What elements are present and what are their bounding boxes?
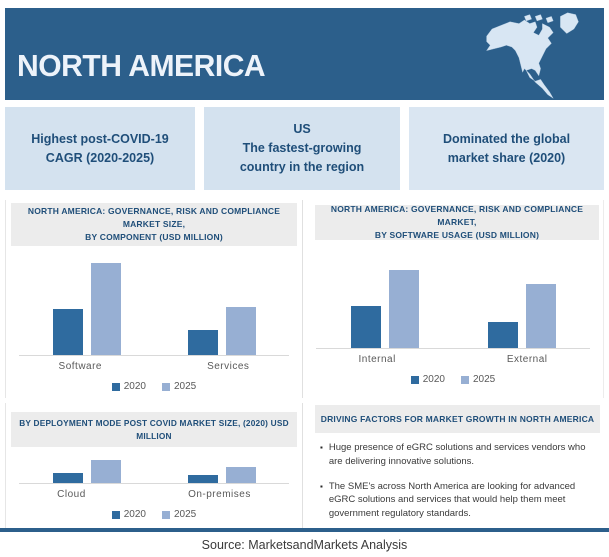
highlight-text: Highest post-COVID-19 CAGR (2020-2025) [31, 131, 169, 165]
legend-swatch-2020 [411, 376, 419, 384]
legend-swatch-2020 [112, 383, 120, 391]
bar-plot-area [19, 456, 289, 484]
bar-group-services [188, 307, 256, 355]
region-header [5, 8, 604, 100]
legend-label: 2025 [473, 374, 496, 385]
north-america-map-icon [478, 11, 596, 101]
bar-group-on-premises [188, 467, 256, 483]
bar-2020-external [488, 322, 518, 348]
highlight-box-cagr [5, 107, 195, 190]
highlight-text: Dominated the global market share (2020) [442, 131, 571, 165]
category-label: On-premises [188, 489, 251, 500]
legend-label: 2020 [123, 381, 146, 392]
highlight-box-us [204, 107, 400, 190]
legend-label: 2020 [123, 509, 146, 520]
bar-plot-area [316, 251, 590, 349]
highlight-box-market-share [409, 107, 604, 190]
source-note: Source: MarketsandMarkets Analysis [201, 538, 408, 552]
bar-2025-internal [389, 270, 419, 348]
driving-factors-list [320, 441, 596, 521]
chart-panel-by-deployment-mode [5, 403, 303, 528]
bar-2025-services [226, 307, 256, 355]
category-label: Internal [358, 354, 396, 365]
bar-group-external [488, 284, 556, 348]
bullet-icon: ▪ [320, 481, 323, 491]
list-item [320, 480, 596, 521]
category-labels [6, 361, 302, 372]
bar-2020-software [53, 309, 83, 355]
legend-swatch-2020 [112, 511, 120, 519]
legend-swatch-2025 [162, 511, 170, 519]
bar-group-software [53, 263, 121, 355]
category-label: External [506, 354, 548, 365]
category-label: Cloud [57, 489, 86, 500]
legend-label: 2020 [422, 374, 445, 385]
bar-2025-cloud [91, 460, 121, 483]
chart-legend [303, 374, 603, 385]
bar-2020-services [188, 330, 218, 355]
chart-panel-by-component [5, 200, 303, 398]
chart-title: NORTH AMERICA: GOVERNANCE, RISK AND COMPLIANCE MARKET SIZE, BY COMPONENT (USD MILLION) [11, 203, 297, 246]
bar-group-internal [351, 270, 419, 348]
bar-2020-on-premises [188, 475, 218, 483]
bar-plot-area [19, 250, 289, 356]
legend-label: 2025 [174, 509, 197, 520]
bullet-text: The SME's across North America are looking for advanced eGRC solutions and services that would help them meet government regulatory standards. [328, 480, 576, 520]
legend-swatch-2025 [162, 383, 170, 391]
bar-2025-on-premises [226, 467, 256, 483]
footer-divider [0, 528, 609, 532]
chart-panel-by-software-usage [303, 200, 604, 398]
legend-swatch-2025 [461, 376, 469, 384]
legend-label: 2025 [174, 381, 197, 392]
category-labels [303, 354, 603, 365]
chart-legend [6, 509, 302, 520]
bar-2020-internal [351, 306, 381, 348]
category-label: Software [58, 361, 102, 372]
bar-2025-software [91, 263, 121, 355]
bar-group-cloud [53, 460, 121, 483]
chart-title: NORTH AMERICA: GOVERNANCE, RISK AND COMPLIANCE MARKET, BY SOFTWARE USAGE (USD MILLION) [315, 205, 599, 240]
category-labels [6, 489, 302, 500]
bullet-icon: ▪ [320, 443, 323, 452]
highlight-text: The fastest-growing country in the region [239, 141, 365, 174]
page-title: NORTH AMERICA [17, 48, 266, 83]
driving-factors-panel [310, 403, 604, 525]
driving-factors-title: DRIVING FACTORS FOR MARKET GROWTH IN NORTH AMERICA [315, 405, 600, 433]
bullet-text: Huge presence of eGRC solutions and services vendors who are delivering innovative solutions. [328, 442, 586, 467]
bar-2020-cloud [53, 473, 83, 483]
chart-legend [6, 381, 302, 392]
chart-title: BY DEPLOYMENT MODE POST COVID MARKET SIZE, (2020) USD MILLION [11, 412, 297, 447]
bar-2025-external [526, 284, 556, 348]
category-label: Services [207, 361, 250, 372]
highlight-country: US [293, 122, 311, 137]
list-item [320, 441, 596, 469]
